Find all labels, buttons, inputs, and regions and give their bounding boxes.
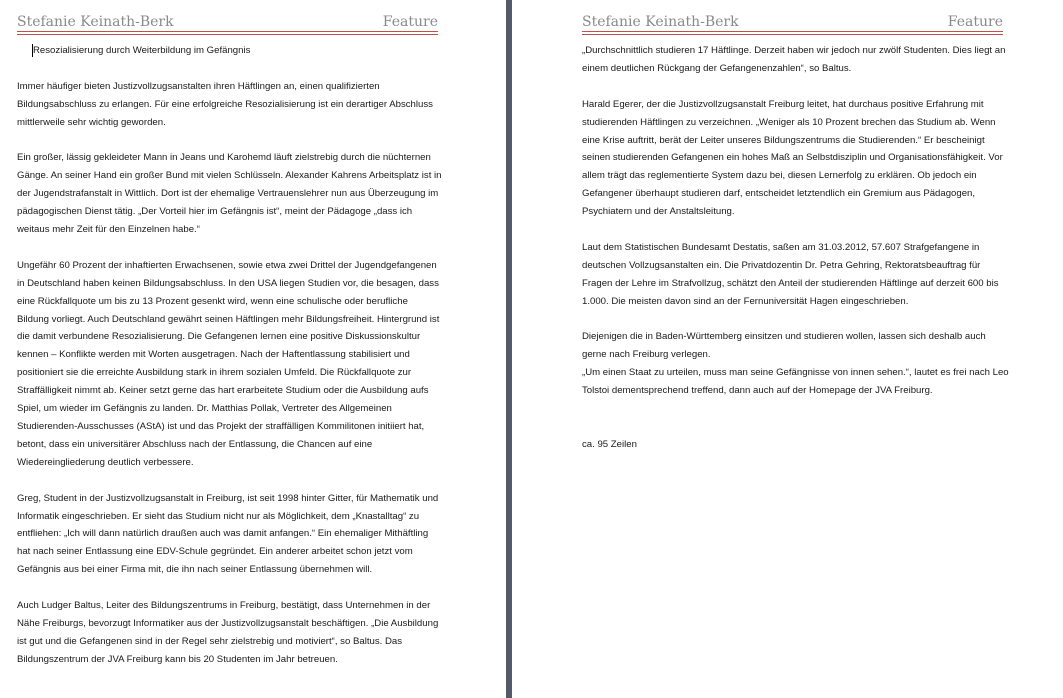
paragraph: Auch Ludger Baltus, Leiter des Bildungszentrums in Freiburg, bestätigt, dass Unternehmen in der Nähe Freiburgs, bevorzugt Informatiker aus der Justizvollzugsanstalt beschäftigen. „Die Ausbildung ist gut und die Gefangenen sind in der Regel sehr zielstrebig und motiviert“, so Baltus. Das Bildungszentrum der JVA Freiburg kann bis 20 Studenten im Jahr betreuen. [17, 600, 439, 665]
line-count: ca. 95 Zeilen [582, 438, 637, 450]
paragraph: Diejenigen die in Baden-Württemberg einsitzen und studieren wollen, lassen sich deshalb auch gerne nach Freiburg verlegen. [582, 331, 986, 361]
text-cursor [32, 44, 33, 57]
paragraph: Ungefähr 60 Prozent der inhaftierten Erwachsenen, sowie etwa zwei Drittel der Jugendgefangenen in Deutschland haben keinen Bildungsabschluss. In den USA liegen Studien vor, die besagen, dass eine Rückfallquote um bis zu 13 Prozent gesenkt wird, wenn eine schulische oder berufliche Bildung vorliegt. Auch Deutschland gewährt seinen Häftlingen mehr Bildungsfreiheit. Hintergrund ist die damit verbundene Resozialisierung. Die Gefangenen lernen eine positive Diskussionskultur kennen – Konflikte werden mit Worten ausgetragen. Nach der Haftentlassung stabilisiert und positioniert sie die erreichte Ausbildung stark in ihrem sozialen Umfeld. Die Rückfallquote zur Straffälligkeit nimmt ab. Keiner setzt gerne das hart erarbeitete Studium oder die Ausbildung aufs Spiel, um wieder im Gefängnis zu landen. Dr. Matthias Pollak, Vertreter des Allgemeinen Studierenden-Ausschusses (AStA) ist und das Projekt der straffälligen Kommilitonen initiiert hat, betont, dass ein universitärer Abschluss nach der Entlassung, die Chancen auf eine Wiedereingliederung deutlich verbessere. [17, 259, 440, 468]
page-separator-bar [506, 0, 512, 698]
page-body[interactable] [582, 42, 1012, 472]
page-separator [500, 0, 517, 698]
header-section: Feature [947, 14, 1003, 30]
page-left[interactable] [0, 0, 500, 698]
page-right[interactable] [517, 0, 1063, 698]
page-header [582, 12, 1003, 34]
header-rule [17, 31, 438, 32]
paragraph: „Um einen Staat zu urteilen, muss man seine Gefängnisse von innen sehen.“, lautet es frei nach Leo Tolstoi dementsprechend treffend, dann auch auf der Homepage der JVA Freiburg. [582, 367, 1009, 397]
header-section: Feature [382, 14, 438, 30]
header-author: Stefanie Keinath-Berk [17, 14, 174, 30]
header-rule [17, 34, 438, 35]
header-rule [582, 34, 1003, 35]
paragraph: Laut dem Statistischen Bundesamt Destatis, saßen am 31.03.2012, 57.607 Strafgefangene in deutschen Vollzugsanstalten ein. Die Privatdozentin Dr. Petra Gehring, Rektoratsbeauftrag für Fragen der Lehre im Strafvollzug, schätzt den Anteil der studierenden Häftlinge auf derzeit 600 bis 1.000. Die meisten davon sind an der Fernuniversität Hagen eingeschrieben. [582, 241, 999, 307]
article-title [33, 42, 442, 60]
paragraph: Greg, Student in der Justizvollzugsanstalt in Freiburg, ist seit 1998 hinter Gitter, für Mathematik und Informatik eingeschrieben. Er sieht das Studium nicht nur als Möglichkeit, dem „Knastalltag“ zu entfliehen: „Ich will dann natürlich draußen auch was damit anfangen.“ Ein ehemaliger Mithäftling hat nach seiner Entlassung eine EDV-Schule gegründet. Ein anderer arbeitet schon jetzt vom Gefängnis aus bei einer Firma mit, die ihn nach seiner Entlassung übernehmen will. [17, 492, 439, 576]
paragraph: Immer häufiger bieten Justizvollzugsanstalten ihren Häftlingen an, einen qualifizierten Bildungsabschluss zu erlangen. Für eine erfolgreiche Resozialisierung ist ein derartiger Abschluss mittlerweile sehr wichtig geworden. [17, 80, 433, 128]
header-author: Stefanie Keinath-Berk [582, 14, 739, 30]
paragraph: Harald Egerer, der die Justizvollzugsanstalt Freiburg leitet, hat durchaus positive Erfahrung mit studierenden Häftlingen zu verzeichnen. „Weniger als 10 Prozent brechen das Studium ab. Wenn eine Krise auftritt, berät der Leiter unseres Bildungszentrums die Studierenden.“ Er bescheinigt seinen studierenden Gefangenen ein hohes Maß an Selbstdisziplin und Organisationsfähigkeit. Vor allem trägt das reglementierte System dazu bei, diesen Lernerfolg zu erklären. Ob jedoch ein Gefangener überhaupt studieren darf, entscheidet letztendlich ein Gremium aus Pädagogen, Psychiatern und der Anstaltsleitung. [582, 98, 1003, 218]
paragraph: Ein großer, lässig gekleideter Mann in Jeans und Karohemd läuft zielstrebig durch die nüchternen Gänge. An seiner Hand ein großer Bund mit vielen Schlüsseln. Alexander Kahrens Arbeitsplatz ist in der Jugendstrafanstalt in Wittlich. Dort ist der ehemalige Vertrauenslehrer nun aus Überzeugung im pädagogischen Dienst tätig. „Der Vorteil hier im Gefängnis ist“, meint der Pädagoge „dass ich weitaus mehr Zeit für den Einzelnen habe.“ [17, 152, 442, 236]
header-rule [582, 31, 1003, 32]
page-header [17, 12, 438, 34]
page-body[interactable] [17, 42, 442, 687]
article-title-text: Resozialisierung durch Weiterbildung im Gefängnis [33, 45, 251, 56]
paragraph: „Durchschnittlich studieren 17 Häftlinge. Derzeit haben wir jedoch nur zwölf Studenten. Dies liegt an einem deutlichen Rückgang der Gefangenenzahlen“, so Baltus. [582, 45, 1006, 74]
